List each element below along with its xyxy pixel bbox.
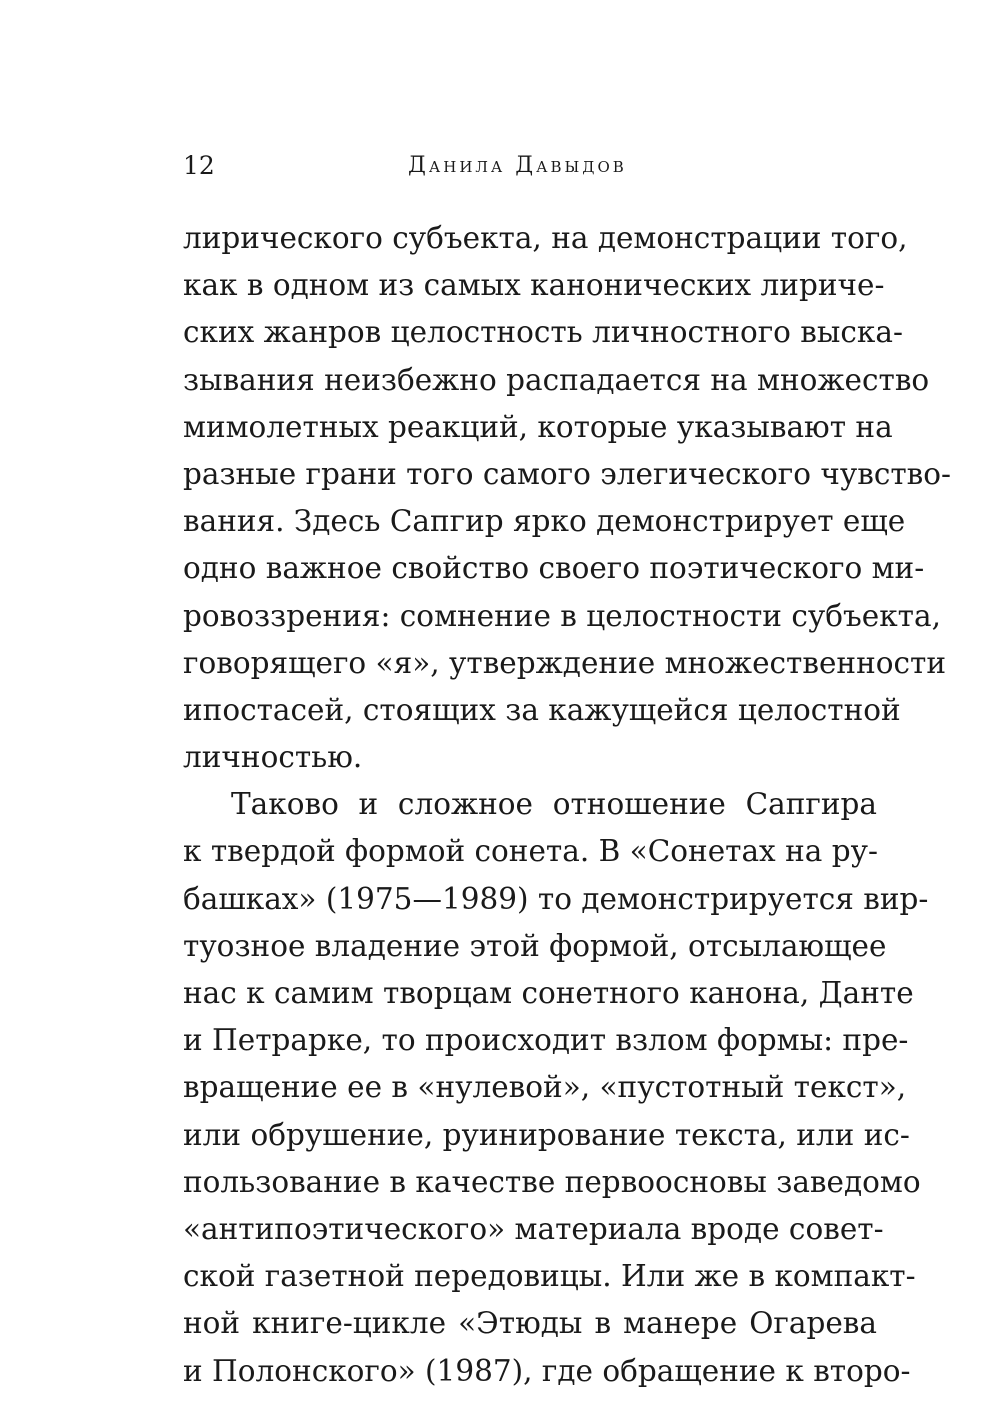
- text-line: ной книге-цикле «Этюды в манере Огарева: [183, 1306, 877, 1341]
- text-line: туозное владение этой формой, отсылающее: [183, 928, 887, 963]
- text-line: ских жанров целостность личностного выска-: [183, 315, 903, 350]
- text-line: нас к самим творцам сонетного канона, Данте: [183, 976, 914, 1010]
- text-line: вания. Здесь Сапгир ярко демонстрирует еще: [183, 504, 906, 539]
- text-line: или обрушение, руинирование текста, или ис-: [183, 1117, 910, 1152]
- text-line: разные грани того самого элегического чувство-: [183, 456, 952, 491]
- text-line: личностью.: [183, 740, 363, 775]
- text-line: ипостасей, стоящих за кажущейся целостной: [183, 692, 901, 727]
- text-line: пользование в качестве первоосновы заведомо: [183, 1164, 921, 1199]
- text-line: к твердой формой сонета. В «Сонетах на ру-: [183, 834, 878, 869]
- text-line: как в одном из самых канонических лириче-: [183, 268, 885, 303]
- running-head: [183, 146, 877, 186]
- page-number: 12: [183, 151, 215, 180]
- text-line: зывания неизбежно распадается на множество: [183, 362, 930, 397]
- text-line: лирического субъекта, на демонстрации того,: [183, 221, 908, 255]
- text-line: говорящего «я», утверждение множественности: [183, 645, 947, 680]
- text-line: и Полонского» (1987), где обращение к второ-: [183, 1353, 911, 1388]
- text-line: вращение ее в «нулевой», «пустотный текст»,: [183, 1070, 907, 1105]
- text-line: «антипоэтического» материала вроде совет-: [183, 1211, 884, 1246]
- body-text: [183, 215, 952, 1395]
- text-line: Таково и сложное отношение Сапгира: [231, 787, 877, 822]
- text-line: ской газетной передовицы. Или же в компакт-: [183, 1259, 916, 1294]
- running-head-author: Данила Давыдов: [408, 153, 627, 178]
- text-line: и Петрарке, то происходит взлом формы: пре-: [183, 1023, 909, 1058]
- text-line: ровоззрения: сомнение в целостности субъекта,: [183, 598, 941, 633]
- text-line: башках» (1975—1989) то демонстрируется вир-: [183, 881, 929, 916]
- text-line: одно важное свойство своего поэтического ми-: [183, 551, 925, 586]
- text-line: мимолетных реакций, которые указывают на: [183, 409, 893, 444]
